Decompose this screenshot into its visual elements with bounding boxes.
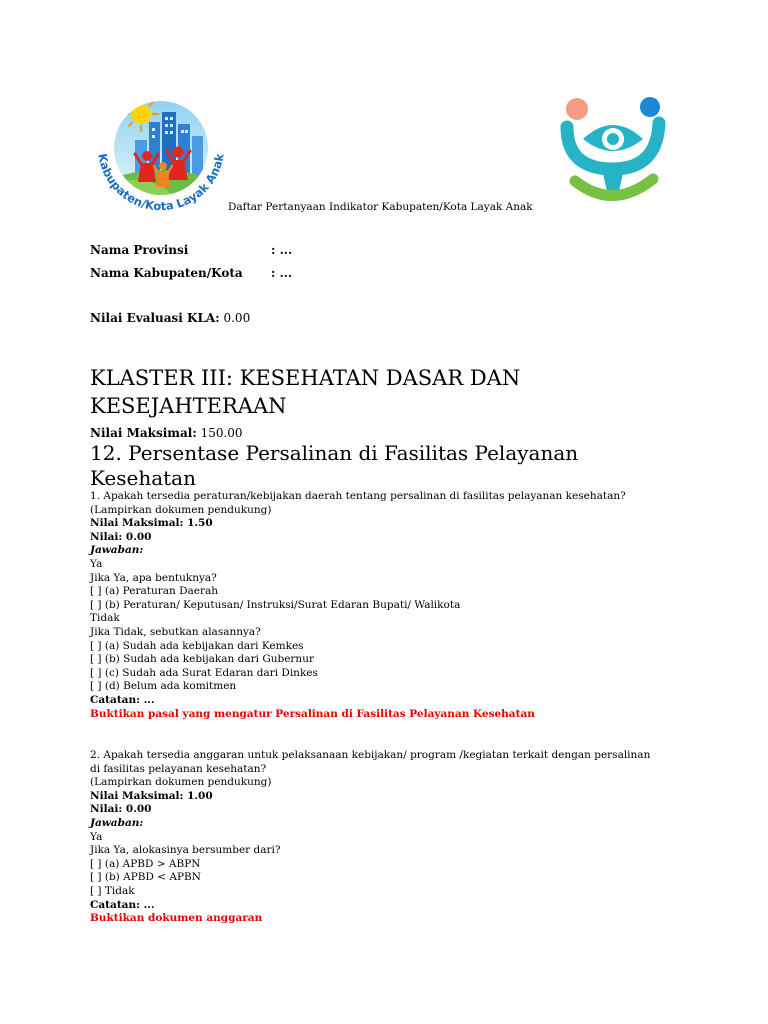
cluster-title-line: KESEJAHTERAAN [90, 394, 287, 418]
notes [90, 694, 626, 708]
answer-option: [ ] (a) APBD > ABPN [90, 857, 201, 870]
answer-option: [ ] (b) Peraturan/ Keputusan/ Instruksi/Surat Edaran Bupati/ Walikota [90, 598, 461, 611]
indicator-title-line: Kesehatan [90, 466, 196, 490]
answer-option: [ ] (b) Sudah ada kebijakan dari Gubernur [90, 653, 314, 666]
cluster-max-value: 150.00 [200, 426, 243, 440]
notes [90, 899, 650, 913]
answer-option: [ ] (c) Sudah ada Surat Edaran dari Dinkes [90, 666, 318, 679]
answer-option: [ ] (b) APBD < APBN [90, 871, 201, 884]
attachment-note: (Lampirkan dokumen pendukung) [90, 503, 272, 516]
answer-option: Tidak [90, 612, 120, 625]
field-province [90, 243, 292, 257]
field-label: Nama Provinsi [90, 243, 189, 257]
logo-heads [566, 97, 660, 120]
notes-label: Catatan: [90, 898, 140, 911]
logo-body [601, 165, 625, 191]
notes-value: ... [143, 898, 155, 911]
cluster-max-score [90, 426, 243, 440]
max-score-label: Nilai Maksimal: [90, 517, 184, 530]
child-protection-logo [553, 95, 673, 205]
question-text: 1. Apakah tersedia peraturan/kebijakan daerah tentang persalinan di fasilitas pelayanan kesehatan? [90, 490, 626, 502]
max-score [90, 790, 650, 804]
evaluation-value: 0.00 [223, 311, 251, 325]
score [90, 803, 650, 817]
field-value: : ... [271, 266, 293, 280]
evaluation-score [90, 311, 250, 325]
answer-option: [ ] (d) Belum ada komitmen [90, 680, 237, 693]
answer-option: Ya [90, 557, 103, 570]
answer-option: Ya [90, 830, 103, 843]
evidence-instruction: Buktikan pasal yang mengatur Persalinan di Fasilitas Pelayanan Kesehatan [90, 707, 535, 720]
cluster-max-label: Nilai Maksimal: [90, 426, 197, 440]
notes-label: Catatan: [90, 693, 140, 706]
max-score-value: 1.00 [187, 789, 213, 802]
score-label: Nilai: [90, 530, 123, 543]
notes-value: ... [143, 693, 155, 706]
question-2 [90, 749, 650, 926]
kla-logo-graphic [91, 92, 233, 216]
score-value: 0.00 [125, 803, 152, 816]
evidence-instruction: Buktikan dokumen anggaran [90, 912, 263, 925]
indicator-title [90, 441, 578, 491]
score-value: 0.00 [125, 530, 152, 543]
document-header-title: Daftar Pertanyaan Indikator Kabupaten/Kota Layak Anak [228, 201, 533, 213]
child-protection-logo-graphic [553, 95, 673, 205]
question-text: di fasilitas pelayanan kesehatan? [90, 762, 267, 775]
max-score-value: 1.50 [187, 517, 213, 530]
answer-option: [ ] (a) Sudah ada kebijakan dari Kemkes [90, 639, 304, 652]
answer-option: [ ] (a) Peraturan Daerah [90, 585, 219, 598]
cluster-title [90, 364, 520, 420]
attachment-note: (Lampirkan dokumen pendukung) [90, 776, 272, 789]
logo-scene [91, 97, 233, 216]
field-label: Nama Kabupaten/Kota [90, 266, 243, 280]
max-score-label: Nilai Maksimal: [90, 789, 184, 802]
answer-option: Jika Tidak, sebutkan alasannya? [90, 625, 261, 638]
eye-icon [583, 125, 643, 151]
answer-option: [ ] Tidak [90, 884, 135, 897]
answer-option: Jika Ya, alokasinya bersumber dari? [90, 844, 281, 857]
score-label: Nilai: [90, 803, 123, 816]
logo-lettering: Kabupaten/Kota Layak Anak [95, 152, 227, 214]
indicator-title-line: 12. Persentase Persalinan di Fasilitas Pelayanan [90, 441, 579, 465]
kabupaten-kota-layak-anak-logo [91, 92, 233, 216]
answer-label: Jawaban: [90, 816, 144, 829]
cluster-title-line: KLASTER III: KESEHATAN DASAR DAN [90, 366, 521, 390]
question-text: 2. Apakah tersedia anggaran untuk pelaksanaan kebijakan/ program /kegiatan terkait dengan persalinan [90, 749, 651, 761]
field-regency-city [90, 266, 292, 280]
answer-option: Jika Ya, apa bentuknya? [90, 571, 217, 584]
max-score [90, 517, 626, 531]
answer-label: Jawaban: [90, 544, 144, 557]
question-1 [90, 490, 626, 721]
score [90, 531, 626, 545]
evaluation-label: Nilai Evaluasi KLA: [90, 311, 220, 325]
field-value: : ... [271, 243, 293, 257]
